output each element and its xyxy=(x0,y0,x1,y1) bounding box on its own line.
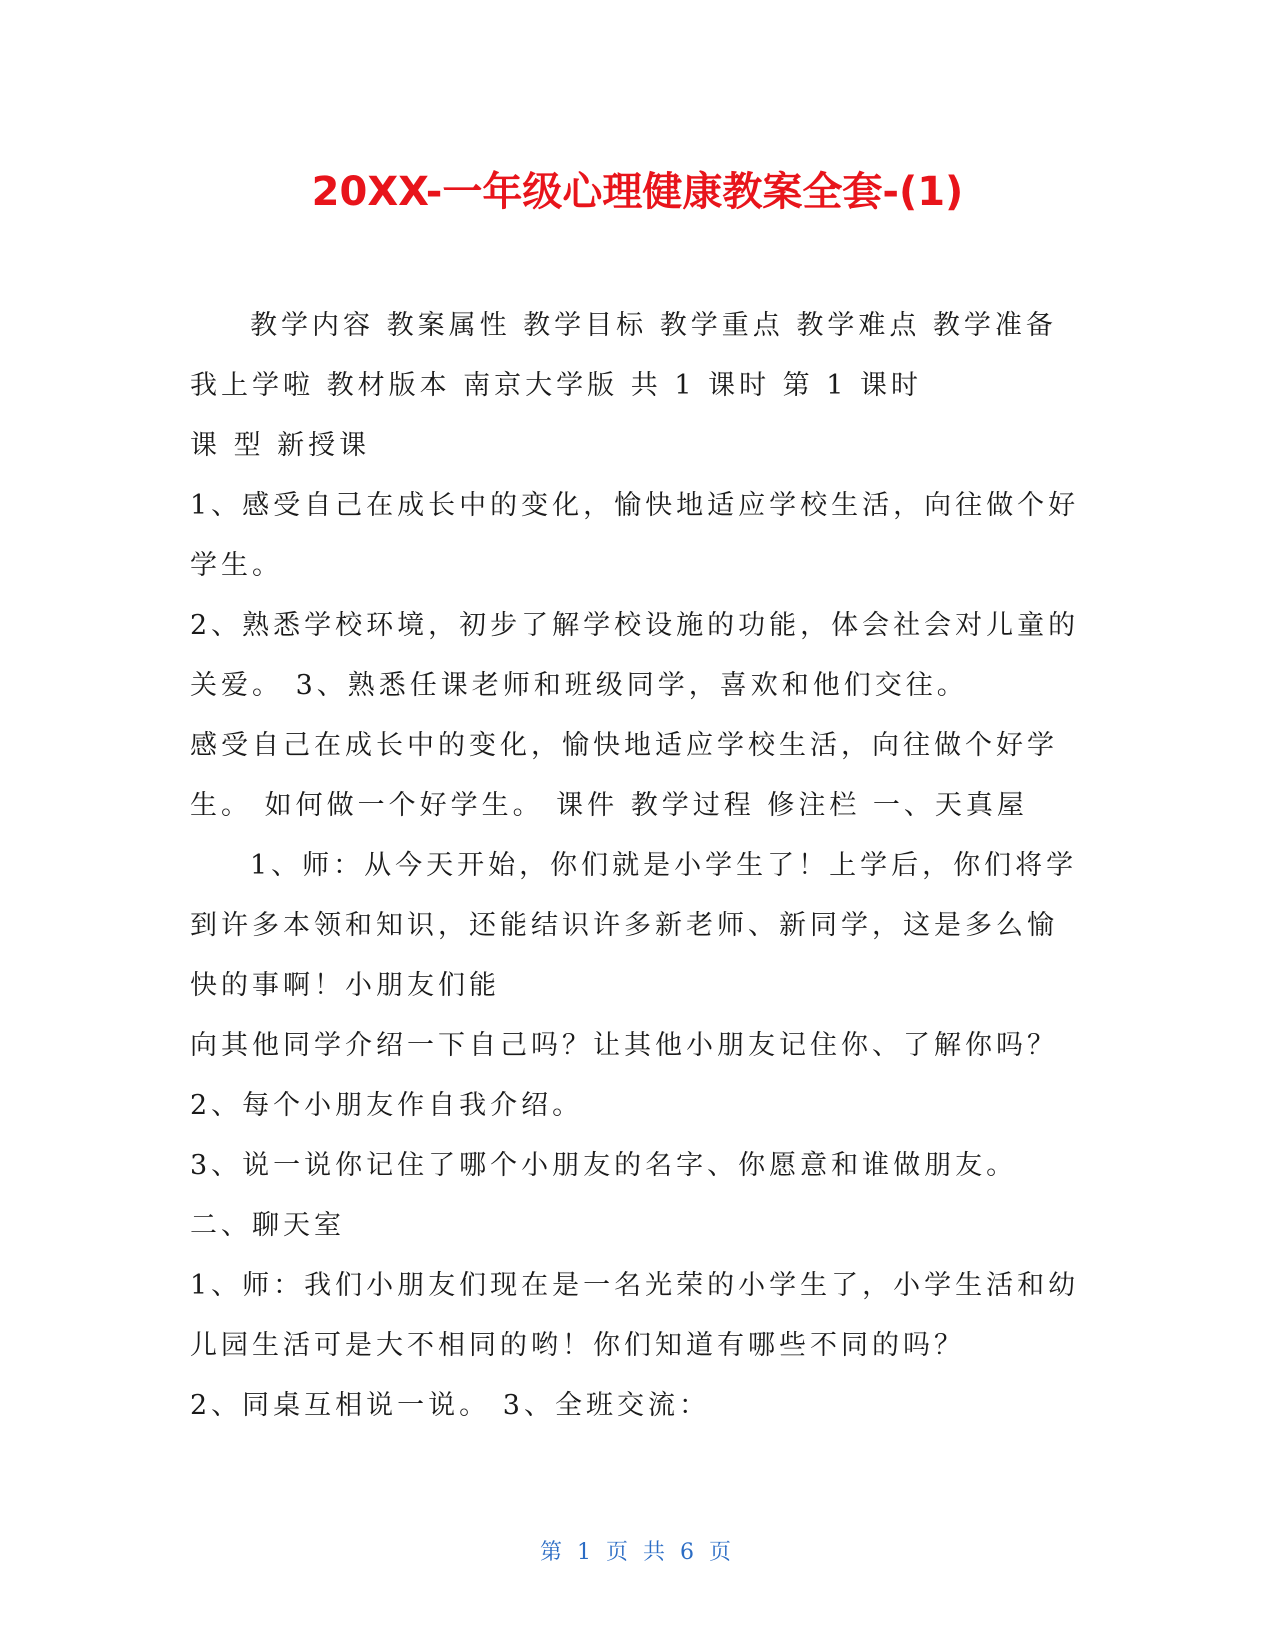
paragraph-line: 1、师：从今天开始，你们就是小学生了！上学后，你们将学 xyxy=(250,850,1078,881)
paragraph-line: 到许多本领和知识，还能结识许多新老师、新同学，这是多么愉 xyxy=(190,910,1058,941)
paragraph-line: 教学内容 教案属性 教学目标 教学重点 教学难点 教学准备 xyxy=(250,310,1057,341)
paragraph-line: 二、聊天室 xyxy=(190,1210,345,1241)
paragraph-line: 学生。 xyxy=(190,550,283,581)
paragraph-line: 2、熟悉学校环境，初步了解学校设施的功能，体会社会对儿童的 xyxy=(190,610,1080,641)
paragraph-line: 感受自己在成长中的变化，愉快地适应学校生活，向往做个好学 xyxy=(190,730,1058,761)
document-body xyxy=(190,296,1090,1436)
paragraph-line: 我上学啦 教材版本 南京大学版 共 1 课时 第 1 课时 xyxy=(190,370,923,401)
paragraph-line: 3、说一说你记住了哪个小朋友的名字、你愿意和谁做朋友。 xyxy=(190,1150,1018,1181)
paragraph-line: 向其他同学介绍一下自己吗？让其他小朋友记住你、了解你吗？ xyxy=(190,1030,1058,1061)
paragraph-line: 关爱。 3、熟悉任课老师和班级同学，喜欢和他们交往。 xyxy=(190,670,968,701)
document-title: 20XX-一年级心理健康教案全套-(1) xyxy=(311,169,964,215)
paragraph-line: 快的事啊！小朋友们能 xyxy=(190,970,500,1001)
paragraph-line: 2、同桌互相说一说。 3、全班交流： xyxy=(190,1390,710,1421)
paragraph-line: 1、师：我们小朋友们现在是一名光荣的小学生了，小学生活和幼 xyxy=(190,1270,1080,1301)
paragraph-line: 课 型 新授课 xyxy=(190,430,371,461)
paragraph-line: 1、感受自己在成长中的变化，愉快地适应学校生活，向往做个好 xyxy=(190,490,1080,521)
paragraph-line: 儿园生活可是大不相同的哟！你们知道有哪些不同的吗？ xyxy=(190,1330,965,1361)
paragraph-line: 2、每个小朋友作自我介绍。 xyxy=(190,1090,584,1121)
page-number-footer: 第 1 页 共 6 页 xyxy=(540,1540,735,1565)
paragraph-line: 生。 如何做一个好学生。 课件 教学过程 修注栏 一、天真屋 xyxy=(190,790,1028,821)
